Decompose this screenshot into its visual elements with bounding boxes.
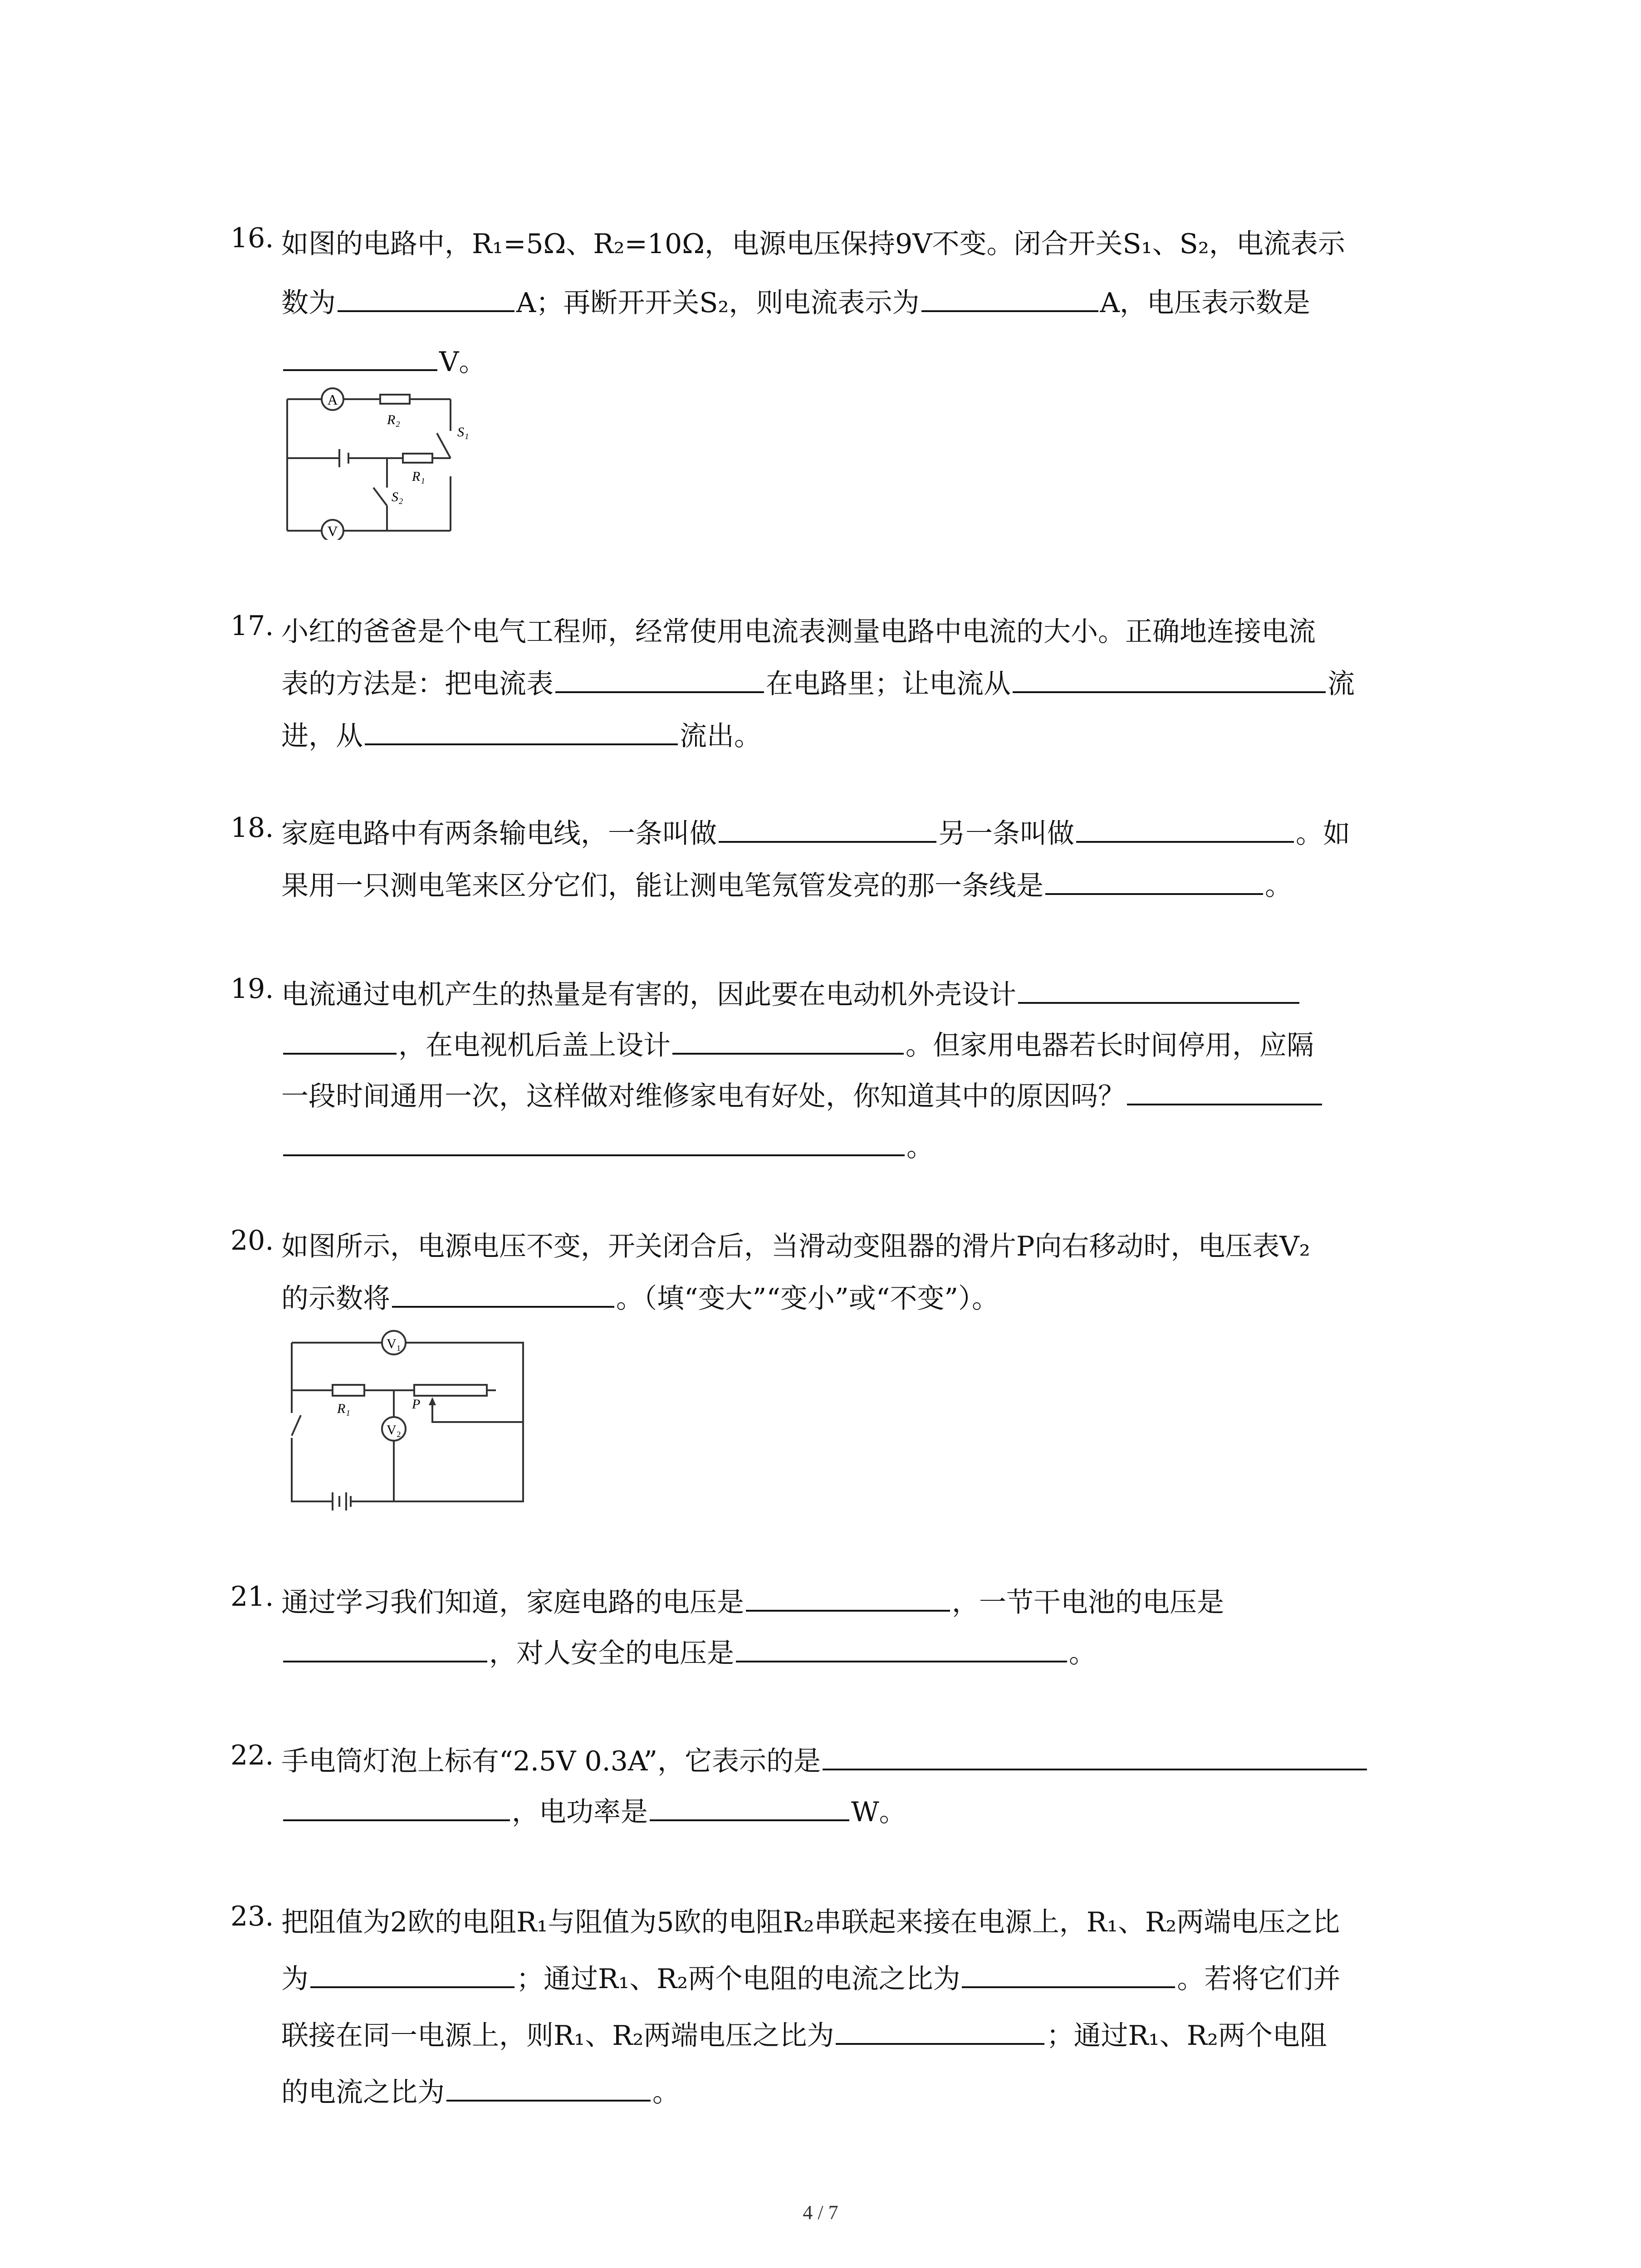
answer-blank[interactable] — [719, 817, 936, 843]
question-line — [281, 1024, 1314, 1063]
question-text: 。若将它们并 — [1177, 1963, 1341, 1995]
question-text: 如图的电路中，R₁=5Ω、R₂=10Ω，电源电压保持9V不变。闭合开关S₁、S₂，电流表示 — [281, 228, 1345, 260]
question-text: 。 — [1069, 1637, 1096, 1669]
answer-blank[interactable] — [921, 287, 1098, 312]
question-text: 流 — [1327, 668, 1355, 700]
answer-blank[interactable] — [283, 1637, 487, 1662]
answer-blank[interactable] — [736, 1637, 1067, 1662]
question-text: V。 — [439, 346, 486, 378]
answer-blank[interactable] — [1018, 978, 1299, 1004]
resistor-r1-label: R₁ — [337, 1401, 350, 1416]
question-text: 的电流之比为 — [281, 2077, 445, 2108]
question-line — [281, 1075, 1324, 1114]
question-number: 20. — [230, 1225, 274, 1256]
answer-blank[interactable] — [392, 1282, 614, 1308]
question-line — [281, 714, 761, 753]
answer-blank[interactable] — [283, 1029, 397, 1055]
question-line — [281, 1581, 1224, 1620]
question-text: 的示数将 — [281, 1283, 390, 1315]
question-number: 23. — [230, 1901, 274, 1932]
question-line — [281, 2014, 1327, 2053]
question-text: 把阻值为2欧的电阻R₁与阻值为5欧的电阻R₂串联起来接在电源上，R₁、R₂两端电压之比 — [281, 1906, 1340, 1938]
question-text: 。 — [1265, 870, 1292, 902]
answer-blank[interactable] — [338, 287, 514, 312]
question-text: 。但家用电器若长时间停用，应隔 — [906, 1030, 1314, 1061]
question-text: 。如 — [1296, 818, 1350, 850]
switch-s2-label: S₂ — [392, 489, 403, 504]
question-text: 进，从 — [281, 720, 363, 752]
answer-blank[interactable] — [1127, 1080, 1322, 1105]
answer-blank[interactable] — [446, 2076, 651, 2102]
question-text: A；再断开开关S₂，则电流表示为 — [516, 287, 920, 319]
question-text: 。 — [906, 1131, 934, 1163]
answer-blank[interactable] — [1076, 817, 1294, 843]
question-text: ，电功率是 — [512, 1796, 648, 1828]
question-line — [281, 1790, 906, 1829]
question-number: 22. — [230, 1740, 274, 1771]
question-text: 流出。 — [680, 720, 761, 752]
question-line — [281, 973, 1301, 1012]
question-text: 另一条叫做 — [938, 818, 1074, 850]
question-number: 21. — [230, 1581, 274, 1613]
question-text: 。 — [652, 2077, 680, 2108]
answer-blank[interactable] — [365, 720, 678, 745]
answer-blank[interactable] — [746, 1586, 950, 1612]
question-number: 16. — [230, 222, 274, 254]
ammeter-label: A — [327, 391, 338, 408]
answer-blank[interactable] — [283, 1131, 905, 1156]
answer-blank[interactable] — [672, 1029, 904, 1055]
question-line — [281, 864, 1292, 903]
question-line — [281, 1277, 999, 1316]
question-text: A，电压表示数是 — [1100, 287, 1310, 319]
question-text: 一段时间通用一次，这样做对维修家电有好处，你知道其中的原因吗？ — [281, 1080, 1125, 1112]
question-text: 小红的爸爸是个电气工程师，经常使用电流表测量电路中电流的大小。正确地连接电流 — [281, 616, 1316, 648]
question-text: 数为 — [281, 287, 336, 319]
answer-blank[interactable] — [1013, 668, 1326, 693]
circuit-diagram — [283, 1325, 537, 1515]
question-text: 联接在同一电源上，则R₁、R₂两端电压之比为 — [281, 2020, 834, 2052]
question-text: 家庭电路中有两条输电线，一条叫做 — [281, 818, 717, 850]
question-text: 表的方法是：把电流表 — [281, 668, 554, 700]
question-text: ；通过R₁、R₂两个电阻 — [1046, 2020, 1327, 2052]
question-text: 电流通过电机产生的热量是有害的，因此要在电动机外壳设计 — [281, 979, 1016, 1011]
voltmeter-label: V — [327, 523, 338, 539]
question-number: 19. — [230, 973, 274, 1005]
answer-blank[interactable] — [836, 2019, 1044, 2045]
answer-blank[interactable] — [555, 668, 764, 693]
voltmeter-v1-label: V₁ — [386, 1336, 402, 1351]
resistor-r1-label: R₁ — [412, 469, 425, 484]
question-number: 18. — [230, 812, 274, 844]
question-text: ，对人安全的电压是 — [489, 1637, 734, 1669]
question-line — [281, 1957, 1340, 1996]
question-line — [281, 1632, 1096, 1671]
switch-s1-label: S₁ — [457, 425, 469, 440]
question-number: 17. — [230, 610, 274, 642]
answer-blank[interactable] — [283, 1796, 510, 1821]
answer-blank[interactable] — [1045, 870, 1263, 895]
question-line — [281, 2071, 680, 2110]
question-line — [281, 281, 1310, 320]
circuit-diagram — [283, 386, 500, 540]
answer-blank[interactable] — [962, 1963, 1175, 1988]
question-text: 果用一只测电笔来区分它们，能让测电笔氖管发亮的那一条线是 — [281, 870, 1043, 902]
question-text: W。 — [851, 1796, 906, 1828]
resistor-r2-label: R₂ — [387, 412, 400, 427]
question-text: 。（填“变大”“变小”或“不变”）。 — [616, 1283, 999, 1315]
question-text: 在电路里；让电流从 — [766, 668, 1011, 700]
question-line — [281, 812, 1350, 851]
answer-blank[interactable] — [823, 1745, 1367, 1770]
question-line — [281, 1125, 934, 1164]
answer-blank[interactable] — [283, 346, 437, 371]
question-text: 通过学习我们知道，家庭电路的电压是 — [281, 1587, 744, 1618]
question-line — [281, 340, 486, 379]
slider-p-label: P — [412, 1397, 421, 1412]
page-number: 4 / 7 — [803, 2201, 838, 2224]
question-text: 为 — [281, 1963, 309, 1995]
question-text: ，一节干电池的电压是 — [952, 1587, 1224, 1618]
question-text: 如图所示，电源电压不变，开关闭合后，当滑动变阻器的滑片P向右移动时，电压表V₂ — [281, 1231, 1310, 1262]
question-text: 手电筒灯泡上标有“2.5V 0.3A”，它表示的是 — [281, 1745, 821, 1777]
answer-blank[interactable] — [650, 1796, 849, 1821]
answer-blank[interactable] — [310, 1963, 514, 1988]
question-line — [281, 662, 1355, 701]
question-line — [281, 1740, 1369, 1779]
question-text: ；通过R₁、R₂两个电阻的电流之比为 — [516, 1963, 960, 1995]
voltmeter-v2-label: V₂ — [386, 1422, 402, 1437]
question-text: ，在电视机后盖上设计 — [398, 1030, 671, 1061]
